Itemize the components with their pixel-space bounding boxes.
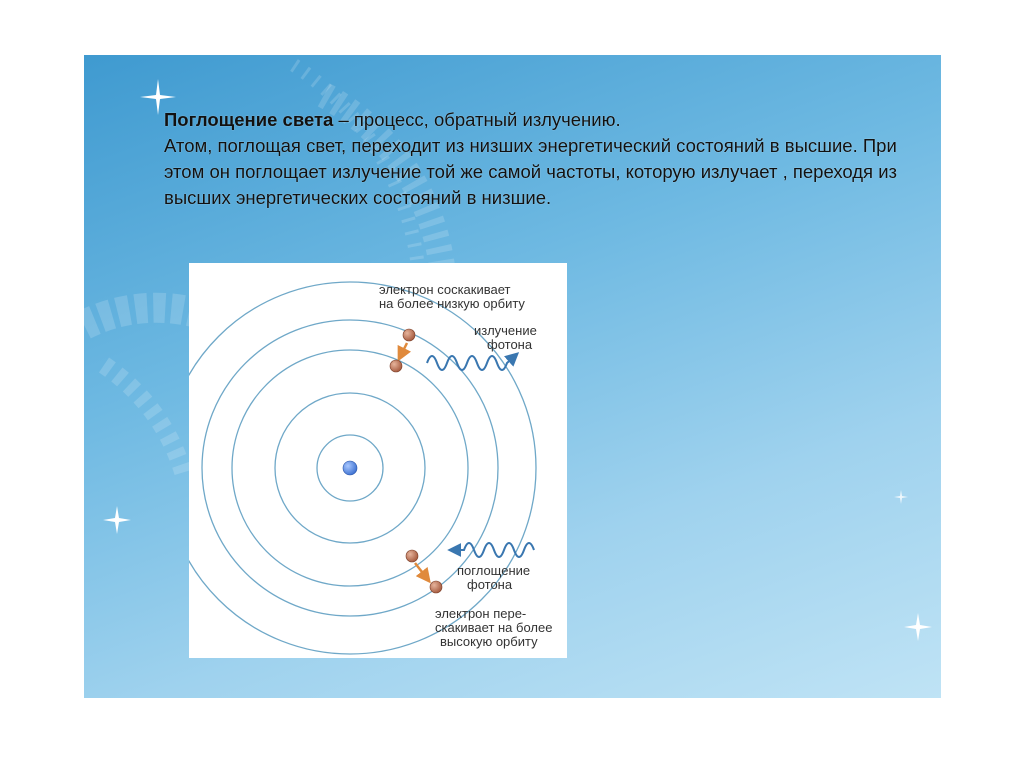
sparkle-icon xyxy=(898,607,938,647)
label-emission-line-2: фотона xyxy=(487,337,533,352)
slide xyxy=(84,55,941,698)
electron-upper-outer xyxy=(403,329,415,341)
absorption-photon-wave xyxy=(450,543,534,557)
jump-down-arrow xyxy=(399,343,407,359)
sparkle-icon xyxy=(881,477,921,517)
label-emission-line-1: излучение xyxy=(474,323,537,338)
sparkle-icon xyxy=(138,77,178,117)
label-jump-up-line-2: скакивает на более xyxy=(435,620,553,635)
slide-text xyxy=(164,107,904,211)
sparkle-icon xyxy=(97,500,137,540)
label-absorption-line-2: фотона xyxy=(467,577,513,592)
atom-diagram-svg xyxy=(189,263,567,658)
label-absorption-line-1: поглощение xyxy=(457,563,531,578)
electron-lower-inner xyxy=(406,550,418,562)
label-jump-up-line-1: электрон пере- xyxy=(435,606,527,621)
jump-up-arrow xyxy=(415,563,429,581)
slide-heading-line xyxy=(164,107,904,133)
atom-diagram xyxy=(189,263,567,658)
nucleus xyxy=(343,461,357,475)
label-jump-down-line-2: на более низкую орбиту xyxy=(379,296,525,311)
label-jump-down-line-1: электрон соскакивает xyxy=(379,282,511,297)
label-jump-up-line-3: высокую орбиту xyxy=(440,634,538,649)
electron-upper-inner xyxy=(390,360,402,372)
slide-heading-rest: – процесс, обратный излучению. xyxy=(333,109,621,130)
slide-body: Атом, поглощая свет, переходит из низших энергетический состояний в высшие. При этом он поглощает излучение той же самой частоты, которую излучает , переходя из высших энергетических состояний в низшие. xyxy=(164,135,898,208)
electron-lower-outer xyxy=(430,581,442,593)
slide-heading: Поглощение света xyxy=(164,109,334,130)
